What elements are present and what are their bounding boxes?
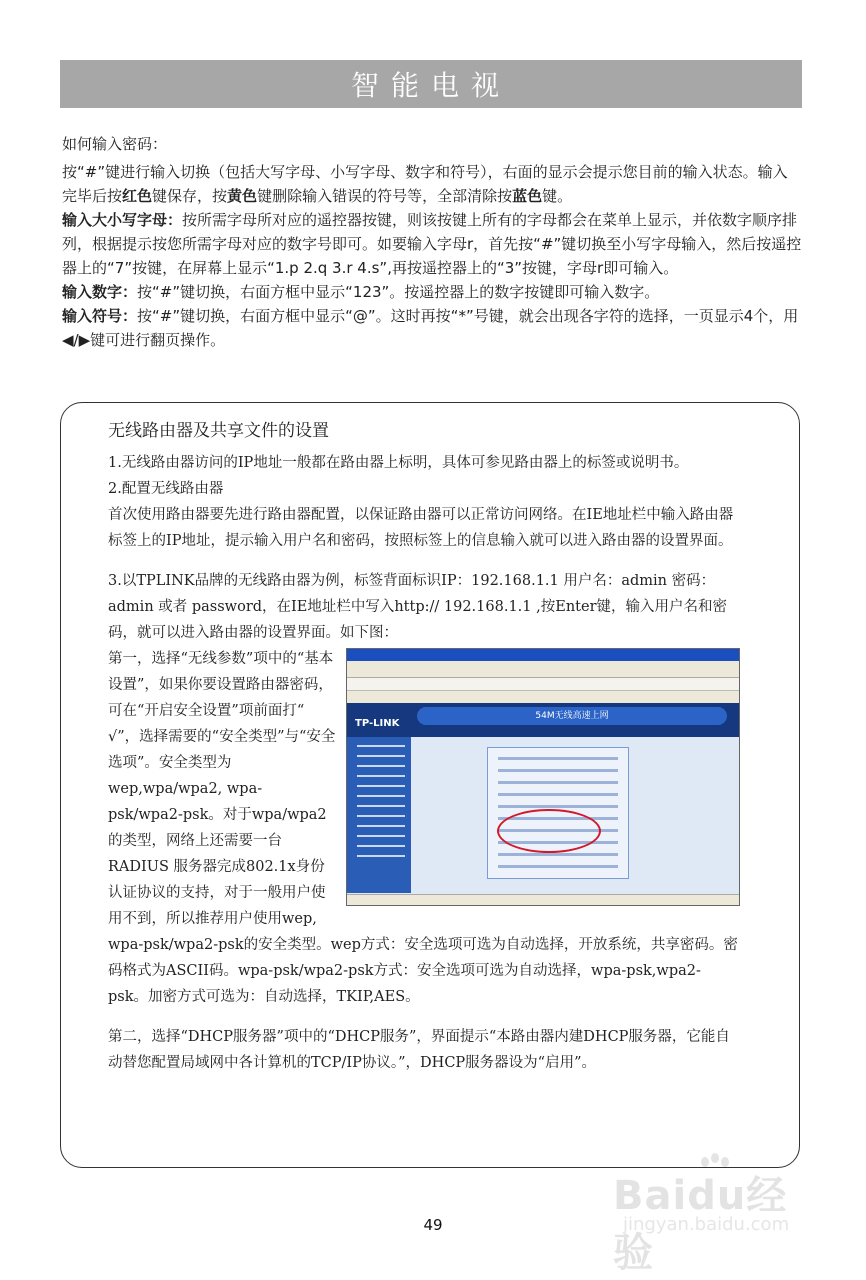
watermark-text: Baidu经验 [613,1173,788,1276]
step-1-text: 1.无线路由器访问的IP地址一般都在路由器上标明，具体可参见路由器上的标签或说明书。 [108,455,689,471]
numbers-paragraph: 输入数字：按“#”键切换，右面方框中显示“123”。按遥控器上的数字按键即可输入数字。 [62,283,660,301]
baidu-watermark [605,1150,825,1276]
first-step-block [108,646,738,1010]
section-heading: 如何输入密码： [62,135,168,153]
router-setup-content [108,418,738,1076]
box-title: 无线路由器及共享文件的设置 [108,421,329,441]
page-number: 49 [423,1216,443,1234]
letters-paragraph: 输入大小写字母：按所需字母所对应的遥控器按键，则该按键上所有的字母都会在菜单上显示，并依数字顺序排列，根据提示按您所需字母对应的数字号即可。如要输入字母r，首先按“#”键切换至小写字母输入，然后按遥控器上的“7”按键，在屏幕上显示“1.p 2.q 3.r 4.s”,再按遥控器上的“3”按键，字母r即可输入。 [62,211,802,277]
password-input-section [62,132,802,352]
first-step-text: TP-LINK 54M无线高速上网 第一，选择“无线参数”项中的“基本设置”，如果你要设置路由器密码，可在“开启安全设置”项前面打“ √”，选择需要的“安全类型”与“安全选项”。安全类型为wep,wpa/wpa2, wpa-psk/wpa2-psk。对于wpa/wpa2的类型，网络上还需要一台 RADIUS 服务器完成802.1x身份认证协议的支持，对于一般用户使用不到，所以推荐用户使用wep, wpa-psk/wpa2-psk的安全类型。wep方式：安全选项可选为自动选择，开放系统，共享密码。密码格式为ASCII码。wpa-psk/wpa2-psk方式：安全选项可选为自动选择，wpa-psk,wpa2-psk。加密方式可选为：自动选择，TKIP,AES。 [108,646,738,1010]
step-2-title: 2.配置无线路由器 [108,481,224,497]
step-3-text: 3.以TPLINK品牌的无线路由器为例，标签背面标识IP：192.168.1.1 用户名：admin 密码：admin 或者 password，在IE地址栏中写入http:// 192.168.1.1 ,按Enter键，输入用户名和密码，就可以进入路由器的设置界面。如下图： [108,573,727,641]
router-settings-screenshot [346,648,740,906]
watermark-url: jingyan.baidu.com [623,1214,790,1235]
step-2-text: 首次使用路由器要先进行路由器配置，以保证路由器可以正常访问网络。在IE地址栏中输入路由器标签上的IP地址，提示输入用户名和密码，按照标签上的信息输入就可以进入路由器的设置界面。 [108,507,734,549]
intro-paragraph: 按“#”键进行输入切换（包括大写字母、小写字母、数字和符号），右面的显示会提示您目前的输入状态。输入完毕后按红色键保存，按黄色键删除输入错误的符号等，全部清除按蓝色键。 [62,163,788,205]
page-title: 智能电视 [350,69,511,102]
symbols-paragraph: 输入符号：按“#”键切换，右面方框中显示“@”。这时再按“*”号键，就会出现各字符的选择，一页显示4个，用◀/▶键可进行翻页操作。 [62,307,799,349]
highlight-circle [497,809,601,853]
banner-slogan: 54M无线高速上网 [417,707,727,725]
page-header-bar [60,60,802,108]
second-step-text: 第二，选择“DHCP服务器”项中的“DHCP服务”，界面提示“本路由器内建DHCP服务器，它能自动替您配置局域网中各计算机的TCP/IP协议。”，DHCP服务器设为“启用”。 [108,1029,730,1071]
tp-link-logo: TP-LINK [355,718,400,729]
